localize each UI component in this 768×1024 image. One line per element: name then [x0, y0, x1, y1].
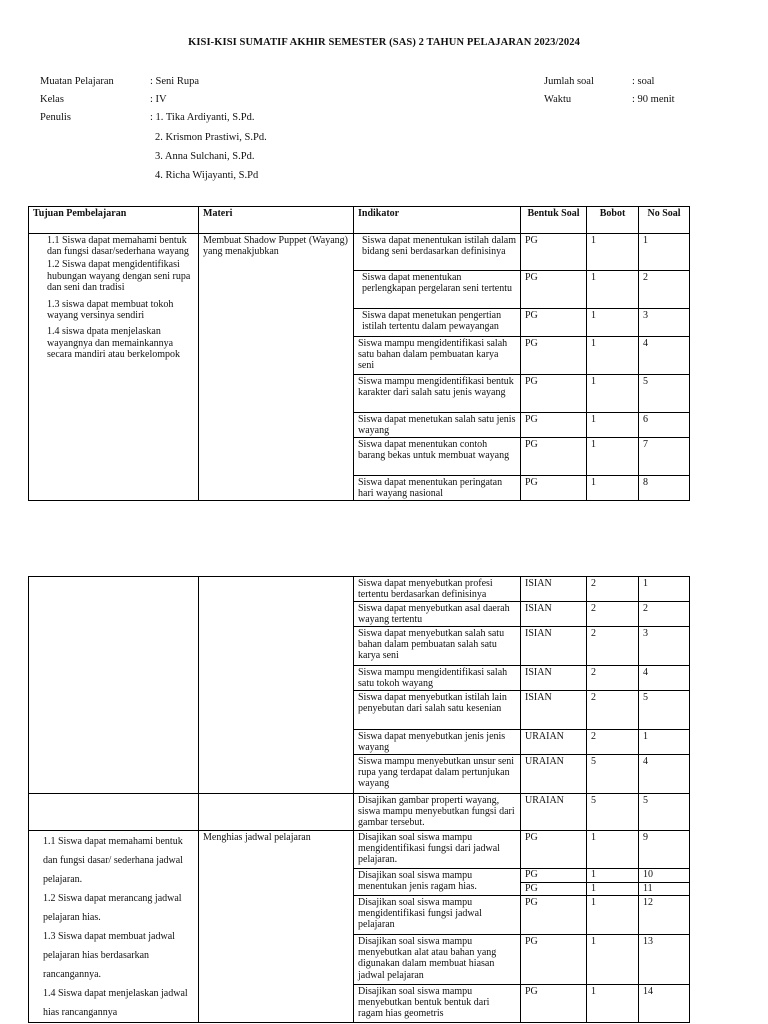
header-bentuk: Bentuk Soal	[521, 207, 587, 234]
tujuan-item: 1.2 Siswa dapat mengidentifikasi hubungan wayang dengan seni rupa dan seni dan tradisi	[47, 259, 191, 293]
bobot-cell: 1	[587, 234, 639, 271]
bentuk-cell: ISIAN	[521, 602, 587, 627]
indikator-cell: Siswa dapat menyebutkan jenis jenis wayang	[354, 730, 521, 755]
indikator-cell: Siswa dapat menentukan peringatan hari wayang nasional	[354, 476, 521, 501]
bentuk-cell: PG	[521, 476, 587, 501]
no-cell: 14	[639, 985, 690, 1023]
bentuk-cell: PG	[521, 234, 587, 271]
bobot-cell: 1	[587, 869, 639, 883]
no-cell: 11	[639, 883, 690, 896]
bentuk-cell: PG	[521, 413, 587, 438]
materi-cell: Membuat Shadow Puppet (Wayang) yang menakjubkan	[199, 234, 354, 501]
no-cell: 9	[639, 831, 690, 869]
no-cell: 5	[639, 794, 690, 831]
tujuan-item: 1.1 Siswa dapat memahami bentuk dan fungsi dasar/sederhana wayang	[47, 235, 189, 258]
bobot-cell: 1	[587, 413, 639, 438]
bentuk-cell: URAIAN	[521, 755, 587, 794]
table-row	[29, 831, 690, 869]
bentuk-cell: URAIAN	[521, 794, 587, 831]
bobot-cell: 2	[587, 666, 639, 691]
no-cell: 6	[639, 413, 690, 438]
indikator-cell: Siswa mampu menyebutkan unsur seni rupa yang terdapat dalam pertunjukan wayang	[354, 755, 521, 794]
waktu-value: : 90 menit	[632, 94, 675, 105]
bobot-cell: 2	[587, 577, 639, 602]
table-row	[29, 577, 690, 602]
penulis-4: 4. Richa Wijayanti, S.Pd	[155, 170, 259, 181]
bentuk-cell: ISIAN	[521, 577, 587, 602]
header-tujuan: Tujuan Pembelajaran	[29, 207, 199, 234]
muatan-label: Muatan Pelajaran	[40, 76, 114, 87]
indikator-cell: Siswa mampu mengidentifikasi salah satu tokoh wayang	[354, 666, 521, 691]
indikator-cell: Siswa dapat menyebutkan profesi tertentu berdasarkan definisinya	[354, 577, 521, 602]
no-cell: 3	[639, 627, 690, 666]
indikator-cell: Siswa mampu mengidentifikasi salah satu bahan dalam pembuatan karya seni	[354, 337, 521, 375]
no-cell: 12	[639, 896, 690, 935]
bobot-cell: 1	[587, 476, 639, 501]
waktu-label: Waktu	[544, 94, 572, 105]
bobot-cell: 5	[587, 794, 639, 831]
penulis-2: 2. Krismon Prastiwi, S.Pd.	[155, 132, 267, 143]
bentuk-cell: PG	[521, 337, 587, 375]
bobot-cell: 1	[587, 831, 639, 869]
bobot-cell: 1	[587, 309, 639, 337]
indikator-cell: Siswa dapat menyebutkan asal daerah wayang tertentu	[354, 602, 521, 627]
materi-cell-empty	[199, 794, 354, 831]
tujuan-item: 1.3 siswa dapat membuat tokoh wayang versinya sendiri	[47, 299, 174, 322]
bentuk-cell: PG	[521, 309, 587, 337]
header-bobot: Bobot	[587, 207, 639, 234]
bobot-cell: 2	[587, 730, 639, 755]
no-cell: 2	[639, 602, 690, 627]
bentuk-cell: PG	[521, 438, 587, 476]
no-cell: 1	[639, 577, 690, 602]
no-cell: 5	[639, 375, 690, 413]
indikator-cell: Siswa dapat menentukan perlengkapan pergelaran seni tertentu	[354, 271, 521, 309]
tujuan-item: 1.1 Siswa dapat memahami bentuk dan fungsi dasar/ sederhana jadwal pelajaran.	[43, 836, 183, 885]
bentuk-cell: PG	[521, 271, 587, 309]
no-cell: 1	[639, 730, 690, 755]
indikator-cell: Disajikan soal siswa mampu mengidentifikasi fungsi dari jadwal pelajaran.	[354, 831, 521, 869]
kisi-table-1	[28, 206, 690, 501]
tujuan-cell-empty	[29, 577, 199, 794]
penulis-1: : 1. Tika Ardiyanti, S.Pd.	[150, 112, 255, 123]
bentuk-cell: URAIAN	[521, 730, 587, 755]
bobot-cell: 2	[587, 602, 639, 627]
indikator-cell: Siswa dapat menyebutkan salah satu bahan dalam pembuatan salah satu karya seni	[354, 627, 521, 666]
document-meta	[40, 76, 730, 186]
bobot-cell: 1	[587, 935, 639, 985]
no-cell: 3	[639, 309, 690, 337]
bobot-cell: 5	[587, 755, 639, 794]
no-cell: 8	[639, 476, 690, 501]
table-row	[29, 234, 690, 271]
indikator-cell: Siswa dapat menyebutkan istilah lain penyebutan dari salah satu kesenian	[354, 691, 521, 730]
document-title: KISI-KISI SUMATIF AKHIR SEMESTER (SAS) 2 TAHUN PELAJARAN 2023/2024	[188, 37, 580, 48]
no-cell: 5	[639, 691, 690, 730]
bentuk-cell: PG	[521, 831, 587, 869]
indikator-cell: Siswa dapat menentukan contoh barang bekas untuk membuat wayang	[354, 438, 521, 476]
muatan-value: : Seni Rupa	[150, 76, 199, 87]
no-cell: 4	[639, 337, 690, 375]
indikator-cell: Disajikan soal siswa mampu mengidentifikasi fungsi jadwal pelajaran	[354, 896, 521, 935]
kelas-value: : IV	[150, 94, 167, 105]
bobot-cell: 2	[587, 627, 639, 666]
indikator-cell: Disajikan soal siswa mampu menyebutkan bentuk bentuk dari ragam hias geometris	[354, 985, 521, 1023]
jumlah-value: : soal	[632, 76, 655, 87]
no-cell: 4	[639, 755, 690, 794]
bobot-cell: 1	[587, 985, 639, 1023]
bentuk-cell: PG	[521, 896, 587, 935]
penulis-3: 3. Anna Sulchani, S.Pd.	[155, 151, 255, 162]
bobot-cell: 1	[587, 337, 639, 375]
no-cell: 13	[639, 935, 690, 985]
indikator-cell: Siswa mampu mengidentifikasi bentuk karakter dari salah satu jenis wayang	[354, 375, 521, 413]
materi-cell: Menghias jadwal pelajaran	[199, 831, 354, 1023]
kelas-label: Kelas	[40, 94, 64, 105]
bobot-cell: 1	[587, 883, 639, 896]
no-cell: 1	[639, 234, 690, 271]
tujuan-cell-empty	[29, 794, 199, 831]
penulis-label: Penulis	[40, 112, 71, 123]
bentuk-cell: PG	[521, 869, 587, 883]
bentuk-cell: PG	[521, 375, 587, 413]
indikator-cell: Siswa dapat menetukan pengertian istilah tertentu dalam pewayangan	[354, 309, 521, 337]
tujuan-item: 1.4 Siswa dapat menjelaskan jadwal hias rancangannya	[43, 988, 188, 1018]
tujuan-item: 1.2 Siswa dapat merancang jadwal pelajaran hias.	[43, 893, 182, 923]
kisi-table-2	[28, 576, 690, 1023]
header-materi: Materi	[199, 207, 354, 234]
indikator-cell: Disajikan gambar properti wayang, siswa mampu menyebutkan fungsi dari gambar tersebut.	[354, 794, 521, 831]
header-indikator: Indikator	[354, 207, 521, 234]
table-row	[29, 794, 690, 831]
indikator-cell: Disajikan soal siswa mampu menyebutkan alat atau bahan yang digunakan dalam membuat hiasan jadwal pelajaran	[354, 935, 521, 985]
bobot-cell: 1	[587, 896, 639, 935]
bentuk-cell: ISIAN	[521, 666, 587, 691]
bentuk-cell: PG	[521, 883, 587, 896]
indikator-cell: Siswa dapat menentukan istilah dalam bidang seni berdasarkan definisinya	[354, 234, 521, 271]
tujuan-item: 1.3 Siswa dapat membuat jadwal pelajaran hias berdasarkan rancangannya.	[43, 931, 175, 980]
indikator-cell: Siswa dapat menetukan salah satu jenis wayang	[354, 413, 521, 438]
no-cell: 2	[639, 271, 690, 309]
no-cell: 10	[639, 869, 690, 883]
no-cell: 7	[639, 438, 690, 476]
bentuk-cell: ISIAN	[521, 691, 587, 730]
bentuk-cell: PG	[521, 985, 587, 1023]
bobot-cell: 1	[587, 375, 639, 413]
bentuk-cell: PG	[521, 935, 587, 985]
bobot-cell: 1	[587, 438, 639, 476]
bobot-cell: 1	[587, 271, 639, 309]
header-no: No Soal	[639, 207, 690, 234]
tujuan-cell	[29, 831, 199, 1023]
indikator-cell: Disajikan soal siswa mampu menentukan jenis ragam hias.	[354, 869, 521, 896]
bentuk-cell: ISIAN	[521, 627, 587, 666]
bobot-cell: 2	[587, 691, 639, 730]
tujuan-item: 1.4 siswa dpata menjelaskan wayangnya dan memainkannya secara mandiri atau berkelompok	[47, 326, 180, 360]
jumlah-label: Jumlah soal	[544, 76, 594, 87]
tujuan-cell	[29, 234, 199, 501]
materi-cell-empty	[199, 577, 354, 794]
no-cell: 4	[639, 666, 690, 691]
